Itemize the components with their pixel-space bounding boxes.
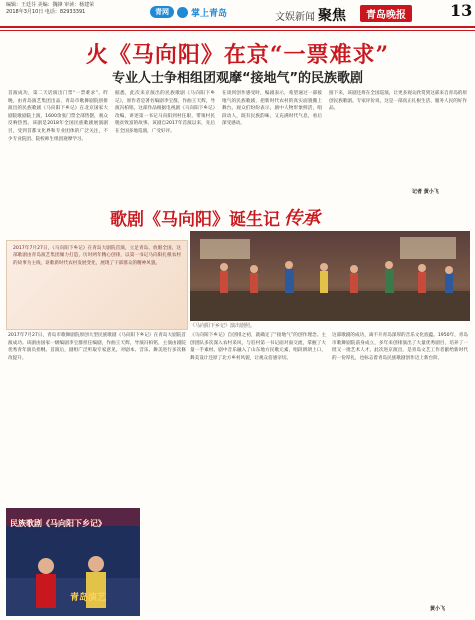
meta-date-phone: 2018年3月10日 电话：82933391 [6,9,86,15]
section-label: 文娱新闻 [275,12,315,23]
stage-photo [190,231,470,321]
section2-body-left: 2017年7月27日，青岛市歌舞剧院原创大型民族歌剧《马向阳下乡记》在青岛大剧院首演成功。该剧由国家一级编剧李宝群担任编剧，作曲王天辉，导演冯柏铭，主演由剧院优秀青年演员担纲。首演后，剧组广泛听取专家意见，对剧本、音乐、舞美进行多次修改提升。 [8,333,186,361]
photo-caption: 《马向阳下乡记》演出剧照。 [190,323,256,329]
article-byline: 记者 黄小飞 [412,189,439,195]
section2-body-right: 这部歌剧的成功，离不开青岛深厚的音乐文化底蕴。1950年，青岛市歌舞剧院前身成立，多年来创排演出了大量优秀剧目，培养了一批又一批艺术人才。此次进京演出，是青岛文艺工作者献给新时代的一份厚礼，也标志着青岛民族歌剧创作迈上新台阶。 [332,333,468,361]
section2-body-mid: 《马向阳下乡记》自创排之初，就确定了“接地气”的创作理念。主创团队多次深入农村采风，与驻村第一书记面对面交流，掌握了大量一手素材。剧中音乐融入了山东地方民歌元素，唱段朗朗上口，舞美设计还原了北方乡村风貌，让观众倍感亲切。 [190,333,326,361]
header-meta [6,2,94,16]
opera-still-label: 民族歌剧《马向阳下乡记》 [10,519,106,528]
qingdao-net-pill: 青网 [150,6,174,18]
header-rule [0,26,475,28]
intro-box [6,240,188,330]
article-col-2: 据悉，此次来京演出的民族歌剧《马向阳下乡记》，原作者是著名编剧李宝群，作曲王天辉，导演冯柏铭。这部作品根据电视剧《马向阳下乡记》改编，讲述第一书记马向阳到村任职，带领村民脱贫致富的故事。该剧自2017年首演以来，先后在全国多地巡演，广受好评。 [115,91,215,134]
qingdao-app-badge[interactable] [150,4,227,20]
headline: 火《马向阳》在京“一票难求” [85,42,390,68]
section2-title-text: 歌剧《马向阳》诞生记 [110,209,280,230]
page-number: 13 [450,1,473,20]
section2-title [110,204,320,230]
section-big: 聚焦 [318,8,346,24]
paper-logo: 青岛晚报 [360,5,412,22]
section2-calligraphy: 传承 [284,208,320,229]
subheadline: 专业人士争相组团观摩“接地气”的民族歌剧 [111,71,364,86]
opera-still-tag: 青岛演艺 [70,593,107,603]
meta-editors: 编辑：王廷芬 美编：魏锋 审读：杨建荣 [6,2,95,8]
article-col-1: 首演成功，第二天话演出门票“一票难求”。昨晚，由青岛演艺集团出品，青岛市歌舞剧院创排演出的民族歌剧《马向阳下乡记》在北京国家大剧院歌剧院上演，1600余张门票全部售罄，观众反响热烈。该剧是2018年全国民族歌剧展演剧目，受到首都文化界和专业团体的广泛关注，不少专业院团、院校师生组团观摩学习。 [8,91,108,142]
qingdao-app-name: 掌上青岛 [191,8,228,19]
section2-byline: 黄小飞 [430,606,446,612]
article-col-4: 接下来，该剧还将在全国巡演，让更多观众欣赏到这部来自青岛的原创民族歌剧。专家评价说，这是一部真正扎根生活、服务人民的好作品。 [329,91,467,112]
stage-photo-image [190,231,470,321]
section-title [275,5,346,25]
article-col-3: 在谈到创作感受时，编剧表示，希望通过一部接地气的民族歌剧，把新时代农村的真实面貌搬上舞台。观众们纷纷表示，剧中人物形象鲜活，唱段动人，既有民族韵味，又充满时代气息，看后深受感动。 [222,91,322,127]
intro-box-text: 2017年7月27日，《马向阳下乡记》在青岛大剧院首演，立足青岛、放眼全国，这部歌剧由青岛演艺集团倾力打造，历时两年精心创排，以第一书记马向阳扎根农村的故事为主线，讴歌新时代农村发展变化，展现了干部群众的精神风貌。 [13,246,181,266]
qingdao-logo-icon [177,7,188,18]
header-rule-thin [0,30,475,31]
